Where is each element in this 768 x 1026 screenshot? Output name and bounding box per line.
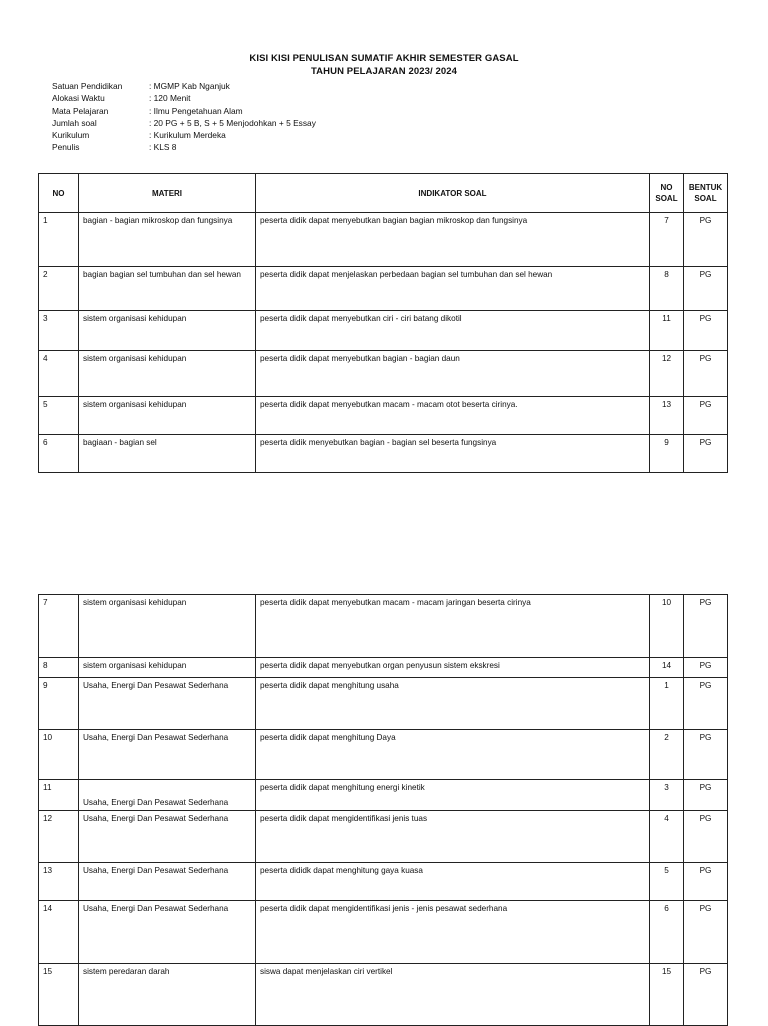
cell-indikator: peserta didik dapat mengidentifikasi jenis - jenis pesawat sederhana [256, 901, 650, 964]
header-indikator: INDIKATOR SOAL [256, 174, 650, 213]
info-row-mapel [52, 105, 316, 117]
cell-no: 3 [39, 311, 79, 351]
cell-bentuk: PG [684, 397, 728, 435]
cell-indikator: peserta didik dapat menyebutkan organ penyusun sistem ekskresi [256, 658, 650, 678]
info-row-jumlah [52, 117, 316, 129]
table-row [39, 595, 728, 658]
cell-no: 9 [39, 678, 79, 730]
info-label: Penulis [52, 142, 80, 153]
cell-materi: Usaha, Energi Dan Pesawat Sederhana [79, 730, 256, 780]
cell-no-soal: 5 [650, 863, 684, 901]
cell-no: 1 [39, 213, 79, 267]
cell-indikator: peserta didik dapat menyebutkan bagian - bagian daun [256, 351, 650, 397]
document-subtitle: TAHUN PELAJARAN 2023/ 2024 [310, 66, 458, 77]
kisi-kisi-table-continued [38, 594, 728, 1026]
table-row [39, 351, 728, 397]
cell-bentuk: PG [684, 351, 728, 397]
table-row [39, 658, 728, 678]
header-bentuk-line2: SOAL [694, 194, 717, 203]
cell-bentuk: PG [684, 730, 728, 780]
cell-no-soal: 6 [650, 901, 684, 964]
cell-indikator: peserta didik dapat menghitung usaha [256, 678, 650, 730]
table-row [39, 964, 728, 1026]
table-row [39, 780, 728, 811]
info-value: : MGMP Kab Nganjuk [149, 81, 230, 91]
info-value: : 120 Menit [149, 93, 191, 104]
cell-materi: bagian - bagian mikroskop dan fungsinya [79, 213, 256, 267]
cell-no: 7 [39, 595, 79, 658]
header-bentuk-soal [684, 174, 728, 213]
cell-indikator: peserta didik dapat menyebutkan bagian bagian mikroskop dan fungsinya [256, 213, 650, 267]
cell-no: 11 [39, 780, 79, 811]
cell-no-soal: 15 [650, 964, 684, 1026]
table-header-row [39, 174, 728, 213]
cell-indikator: peserta didik dapat menjelaskan perbedaan bagian sel tumbuhan dan sel hewan [256, 267, 650, 311]
cell-no-soal: 9 [650, 435, 684, 473]
cell-no: 10 [39, 730, 79, 780]
cell-materi: sistem organisasi kehidupan [79, 595, 256, 658]
header-bentuk-line1: BENTUK [688, 183, 723, 192]
table-row [39, 397, 728, 435]
table-row [39, 311, 728, 351]
header-no: NO [39, 174, 79, 213]
cell-bentuk: PG [684, 213, 728, 267]
cell-materi: sistem peredaran darah [79, 964, 256, 1026]
info-row-penulis [52, 141, 316, 153]
cell-materi: bagiaan - bagian sel [79, 435, 256, 473]
cell-indikator: peserta didik menyebutkan bagian - bagian sel beserta fungsinya [256, 435, 650, 473]
cell-bentuk: PG [684, 863, 728, 901]
table-row [39, 730, 728, 780]
cell-materi: Usaha, Energi Dan Pesawat Sederhana [79, 901, 256, 964]
table-row [39, 435, 728, 473]
kisi-kisi-table [38, 173, 728, 473]
cell-indikator: siswa dapat menjelaskan ciri vertikel [256, 964, 650, 1026]
header-no-soal [650, 174, 684, 213]
cell-no: 5 [39, 397, 79, 435]
cell-indikator: peserta dididk dapat menghitung gaya kuasa [256, 863, 650, 901]
table-row [39, 678, 728, 730]
cell-bentuk: PG [684, 901, 728, 964]
info-value: : KLS 8 [149, 142, 177, 153]
cell-bentuk: PG [684, 811, 728, 863]
cell-indikator: peserta didik dapat mengidentifikasi jenis tuas [256, 811, 650, 863]
document-info [52, 80, 316, 154]
info-label: Satuan Pendidikan [52, 81, 123, 91]
info-row-alokasi [52, 92, 316, 104]
info-value: : 20 PG + 5 B, S + 5 Menjodohkan + 5 Essay [149, 117, 316, 128]
table-row [39, 267, 728, 311]
header-materi: MATERI [79, 174, 256, 213]
cell-no: 2 [39, 267, 79, 311]
cell-no: 4 [39, 351, 79, 397]
header-no-soal-line1: NO [660, 183, 673, 192]
table-row [39, 213, 728, 267]
info-value: : Ilmu Pengetahuan Alam [149, 105, 243, 116]
cell-bentuk: PG [684, 267, 728, 311]
cell-bentuk: PG [684, 311, 728, 351]
cell-materi: Usaha, Energi Dan Pesawat Sederhana [79, 678, 256, 730]
cell-materi: sistem organisasi kehidupan [79, 311, 256, 351]
header-no-soal-line2: SOAL [655, 194, 678, 203]
cell-no: 14 [39, 901, 79, 964]
cell-indikator: peserta didik dapat menyebutkan macam - macam otot beserta cirinya. [256, 397, 650, 435]
table-row [39, 811, 728, 863]
info-row-kurikulum [52, 129, 316, 141]
cell-materi: sistem organisasi kehidupan [79, 397, 256, 435]
table-row [39, 863, 728, 901]
cell-bentuk: PG [684, 678, 728, 730]
cell-materi: sistem organisasi kehidupan [79, 658, 256, 678]
info-label: Jumlah soal [52, 117, 97, 128]
cell-bentuk: PG [684, 780, 728, 811]
cell-no-soal: 11 [650, 311, 684, 351]
cell-indikator: peserta didik dapat menyebutkan macam - macam jaringan beserta cirinya [256, 595, 650, 658]
cell-materi: bagian bagian sel tumbuhan dan sel hewan [79, 267, 256, 311]
cell-no: 13 [39, 863, 79, 901]
document-title: KISI KISI PENULISAN SUMATIF AKHIR SEMESTER GASAL [249, 53, 519, 64]
cell-materi: Usaha, Energi Dan Pesawat Sederhana [79, 811, 256, 863]
cell-bentuk: PG [684, 435, 728, 473]
cell-no-soal: 4 [650, 811, 684, 863]
info-row-satuan [52, 80, 316, 92]
cell-no-soal: 2 [650, 730, 684, 780]
cell-bentuk: PG [684, 658, 728, 678]
info-label: Alokasi Waktu [52, 93, 105, 104]
cell-no-soal: 13 [650, 397, 684, 435]
cell-indikator: peserta didik dapat menghitung energi kinetik [256, 780, 650, 811]
cell-indikator: peserta didik dapat menghitung Daya [256, 730, 650, 780]
cell-no-soal: 1 [650, 678, 684, 730]
cell-no-soal: 8 [650, 267, 684, 311]
cell-no-soal: 3 [650, 780, 684, 811]
cell-bentuk: PG [684, 964, 728, 1026]
cell-no: 8 [39, 658, 79, 678]
info-label: Kurikulum [52, 130, 90, 141]
cell-no: 15 [39, 964, 79, 1026]
cell-materi: Usaha, Energi Dan Pesawat Sederhana [79, 780, 256, 811]
cell-no: 12 [39, 811, 79, 863]
info-label: Mata Pelajaran [52, 105, 109, 116]
table-row [39, 901, 728, 964]
cell-materi: Usaha, Energi Dan Pesawat Sederhana [79, 863, 256, 901]
cell-no-soal: 12 [650, 351, 684, 397]
cell-materi: sistem organisasi kehidupan [79, 351, 256, 397]
cell-no-soal: 7 [650, 213, 684, 267]
info-value: : Kurikulum Merdeka [149, 130, 226, 141]
cell-bentuk: PG [684, 595, 728, 658]
cell-no: 6 [39, 435, 79, 473]
cell-no-soal: 14 [650, 658, 684, 678]
cell-indikator: peserta didik dapat menyebutkan ciri - ciri batang dikotil [256, 311, 650, 351]
cell-no-soal: 10 [650, 595, 684, 658]
